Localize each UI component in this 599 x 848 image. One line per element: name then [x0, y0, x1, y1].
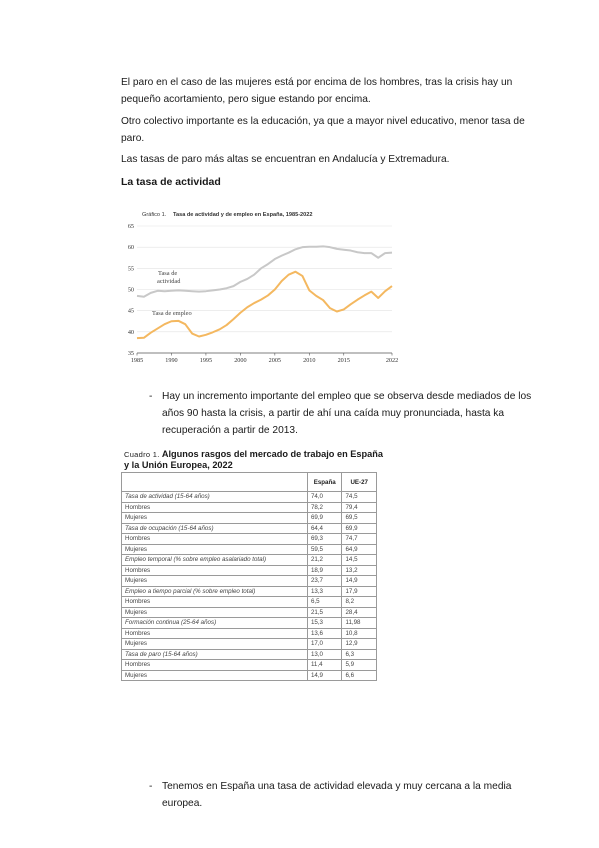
x-tick-label: 1990 [165, 357, 178, 362]
cell-espana: 14,9 [307, 670, 342, 681]
cell-ue27: 8,2 [342, 597, 377, 608]
y-tick-label: 40 [127, 328, 134, 336]
cell-espana: 64,4 [307, 523, 342, 534]
table-row [122, 639, 377, 650]
table-row [122, 492, 377, 503]
y-axis-ticks [128, 223, 134, 357]
table-row [122, 534, 377, 545]
cell-espana: 13,3 [307, 586, 342, 597]
cell-espana: 21,2 [307, 555, 342, 566]
cell-ue27: 6,6 [342, 670, 377, 681]
table-row [122, 555, 377, 566]
table-row [122, 618, 377, 629]
bullet-dash: - [149, 781, 153, 792]
cell-espana: 13,0 [307, 649, 342, 660]
row-label: Empleo temporal (% sobre empleo asalariado total) [122, 555, 308, 566]
row-label: Mujeres [122, 576, 308, 587]
cell-espana: 21,5 [307, 607, 342, 618]
cell-ue27: 14,9 [342, 576, 377, 587]
chart-title-prefix: Gráfico 1. [142, 212, 167, 218]
chart-title: Tasa de actividad y de empleo en España, 1985-2022 [173, 212, 313, 218]
cell-ue27: 74,5 [342, 492, 377, 503]
row-label: Hombres [122, 534, 308, 545]
y-tick-label: 60 [127, 244, 134, 252]
table-row [122, 576, 377, 587]
labour-market-table [121, 472, 377, 681]
row-label: Mujeres [122, 607, 308, 618]
cell-ue27: 10,8 [342, 628, 377, 639]
table-row [122, 649, 377, 660]
row-label: Hombres [122, 660, 308, 671]
paragraph-tasas-altas: Las tasas de paro más altas se encuentran en Andalucía y Extremadura. [121, 154, 450, 165]
x-tick-label: 1995 [199, 357, 213, 362]
label-actividad-line1: Tasa de [158, 270, 178, 277]
x-tick-label: 2015 [337, 357, 350, 362]
section-heading: La tasa de actividad [121, 176, 221, 188]
row-label: Hombres [122, 597, 308, 608]
table-row [122, 565, 377, 576]
table-row [122, 586, 377, 597]
cell-ue27: 69,9 [342, 523, 377, 534]
row-label: Hombres [122, 502, 308, 513]
cell-espana: 13,6 [307, 628, 342, 639]
header-blank [122, 473, 308, 492]
cell-ue27: 28,4 [342, 607, 377, 618]
cell-espana: 15,3 [307, 618, 342, 629]
bullet-text: Tenemos en España una tasa de actividad elevada y muy cercana a la media europea. [162, 781, 512, 809]
row-label: Hombres [122, 565, 308, 576]
y-tick-label: 50 [127, 286, 134, 294]
x-tick-label: 2000 [234, 357, 247, 362]
table-title-prefix: Cuadro 1. [124, 450, 160, 459]
paragraph-educacion: Otro colectivo importante es la educación, ya que a mayor nivel educativo, menor tasa de paro. [121, 116, 525, 144]
x-tick-label: 2010 [303, 357, 316, 362]
paragraph-paro-mujeres: El paro en el caso de las mujeres está por encima de los hombres, tras la crisis hay un pequeño acortamiento, pero sigue estando por encima. [121, 77, 513, 105]
x-tick-label: 2005 [268, 357, 282, 362]
x-axis-ticks [131, 353, 398, 362]
cell-ue27: 79,4 [342, 502, 377, 513]
row-label: Formación continua (25-64 años) [122, 618, 308, 629]
row-label: Hombres [122, 628, 308, 639]
cell-espana: 78,2 [307, 502, 342, 513]
table-row [122, 502, 377, 513]
cell-espana: 69,3 [307, 534, 342, 545]
table-row [122, 523, 377, 534]
chart-lines [137, 246, 392, 338]
row-label: Tasa de actividad (15-64 años) [122, 492, 308, 503]
cell-espana: 17,0 [307, 639, 342, 650]
cell-ue27: 12,9 [342, 639, 377, 650]
row-label: Mujeres [122, 513, 308, 524]
cell-ue27: 6,3 [342, 649, 377, 660]
cell-espana: 6,5 [307, 597, 342, 608]
employment-activity-chart [117, 210, 399, 362]
row-label: Mujeres [122, 670, 308, 681]
table-row [122, 670, 377, 681]
table-header-row [122, 473, 377, 492]
y-tick-label: 45 [127, 307, 134, 315]
cell-ue27: 64,9 [342, 544, 377, 555]
table-row [122, 660, 377, 671]
bullet-text: Hay un incremento importante del empleo que se observa desde mediados de los años 90 hasta la crisis, a partir de ahí una caída muy pronunciada, hasta ka recuperación a partir de 2013. [162, 391, 532, 436]
row-label: Mujeres [122, 544, 308, 555]
row-label: Empleo a tiempo parcial (% sobre empleo total) [122, 586, 308, 597]
label-empleo: Tasa de empleo [152, 310, 192, 317]
row-label: Tasa de ocupación (15-64 años) [122, 523, 308, 534]
row-label: Tasa de paro (15-64 años) [122, 649, 308, 660]
cell-espana: 18,9 [307, 565, 342, 576]
table-title [124, 449, 384, 471]
header-ue27: UE-27 [342, 473, 377, 492]
x-tick-label: 1985 [130, 357, 144, 362]
header-espana: España [307, 473, 342, 492]
table-row [122, 544, 377, 555]
table-row [122, 597, 377, 608]
row-label: Mujeres [122, 639, 308, 650]
cell-espana: 59,5 [307, 544, 342, 555]
table-row [122, 628, 377, 639]
cell-ue27: 17,9 [342, 586, 377, 597]
cell-ue27: 14,5 [342, 555, 377, 566]
table-row [122, 607, 377, 618]
cell-ue27: 5,9 [342, 660, 377, 671]
x-tick-label: 2022 [385, 357, 399, 362]
y-tick-label: 65 [127, 223, 134, 230]
table-title-text: Algunos rasgos del mercado de trabajo en España y la Unión Europea, 2022 [124, 449, 383, 470]
table-row [122, 513, 377, 524]
cell-ue27: 13,2 [342, 565, 377, 576]
y-tick-label: 35 [127, 350, 134, 357]
bullet-dash: - [149, 391, 153, 402]
cell-espana: 23,7 [307, 576, 342, 587]
cell-espana: 69,9 [307, 513, 342, 524]
cell-ue27: 69,5 [342, 513, 377, 524]
cell-ue27: 11,98 [342, 618, 377, 629]
cell-espana: 11,4 [307, 660, 342, 671]
cell-ue27: 74,7 [342, 534, 377, 545]
chart-grid [137, 226, 392, 353]
y-tick-label: 55 [127, 265, 134, 273]
cell-espana: 74,0 [307, 492, 342, 503]
label-actividad-line2: actividad [157, 278, 181, 285]
